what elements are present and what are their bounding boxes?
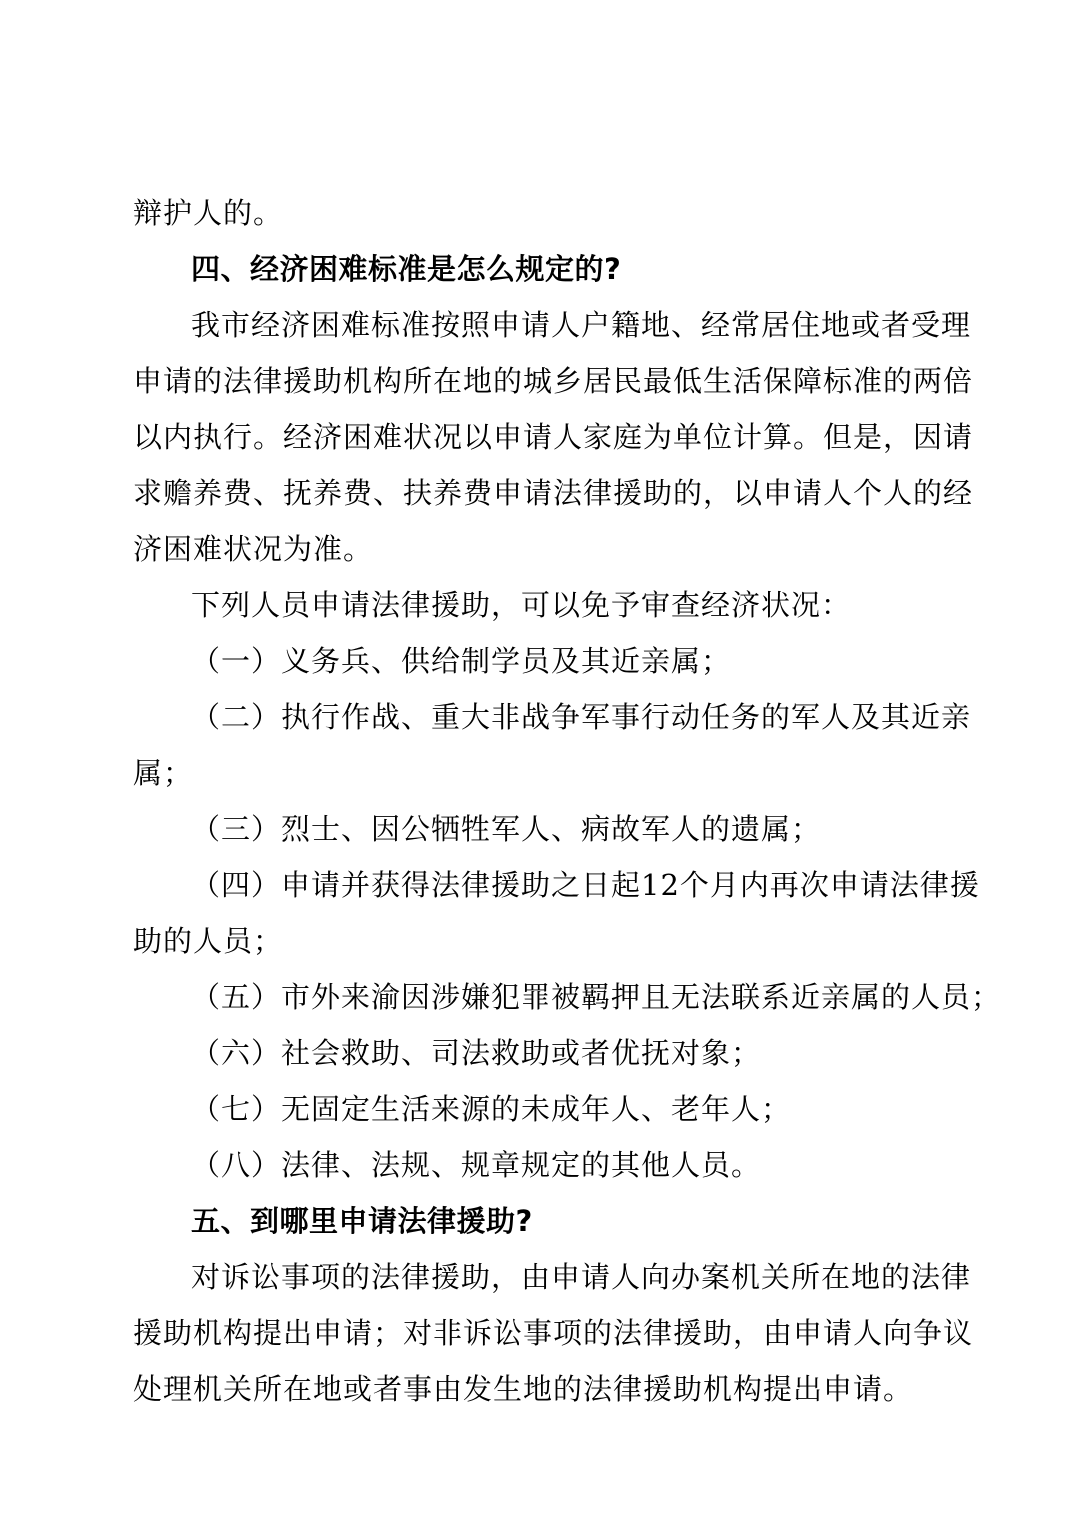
paragraph-line: 下列人员申请法律援助，可以免予审查经济状况： xyxy=(191,588,852,622)
list-item: （六）社会救助、司法救助或者优抚对象； xyxy=(191,1036,762,1070)
list-item: （五）市外来渝因涉嫌犯罪被羁押且无法联系近亲属的人员； xyxy=(191,980,1002,1014)
list-item: （七）无固定生活来源的未成年人、老年人； xyxy=(191,1092,792,1126)
paragraph-line: 援助机构提出申请；对非诉讼事项的法律援助，由申请人向争议 xyxy=(133,1316,974,1350)
list-item: （四）申请并获得法律援助之日起12个月内再次申请法律援 xyxy=(191,868,980,902)
paragraph-line: 申请的法律援助机构所在地的城乡居民最低生活保障标准的两倍 xyxy=(133,364,974,398)
list-item: （八）法律、法规、规章规定的其他人员。 xyxy=(191,1148,762,1182)
list-item-continuation: 助的人员； xyxy=(133,924,284,958)
document-body xyxy=(133,185,1002,1417)
list-item-continuation: 属； xyxy=(133,756,194,790)
section-heading-5: 五、到哪里申请法律援助? xyxy=(191,1204,533,1238)
list-item: （三）烈士、因公牺牲军人、病故军人的遗属； xyxy=(191,812,822,846)
paragraph-line: 以内执行。经济困难状况以申请人家庭为单位计算。但是，因请 xyxy=(133,420,974,454)
paragraph-line: 我市经济困难标准按照申请人户籍地、经常居住地或者受理 xyxy=(191,308,972,342)
paragraph-line: 处理机关所在地或者事由发生地的法律援助机构提出申请。 xyxy=(133,1372,914,1406)
paragraph-line: 辩护人的。 xyxy=(133,196,284,230)
list-item: （二）执行作战、重大非战争军事行动任务的军人及其近亲 xyxy=(191,700,972,734)
paragraph-line: 济困难状况为准。 xyxy=(133,532,374,566)
section-heading-4: 四、经济困难标准是怎么规定的? xyxy=(191,252,622,286)
paragraph-line: 对诉讼事项的法律援助，由申请人向办案机关所在地的法律 xyxy=(191,1260,972,1294)
list-item: （一）义务兵、供给制学员及其近亲属； xyxy=(191,644,732,678)
paragraph-line: 求赡养费、抚养费、扶养费申请法律援助的，以申请人个人的经 xyxy=(133,476,974,510)
